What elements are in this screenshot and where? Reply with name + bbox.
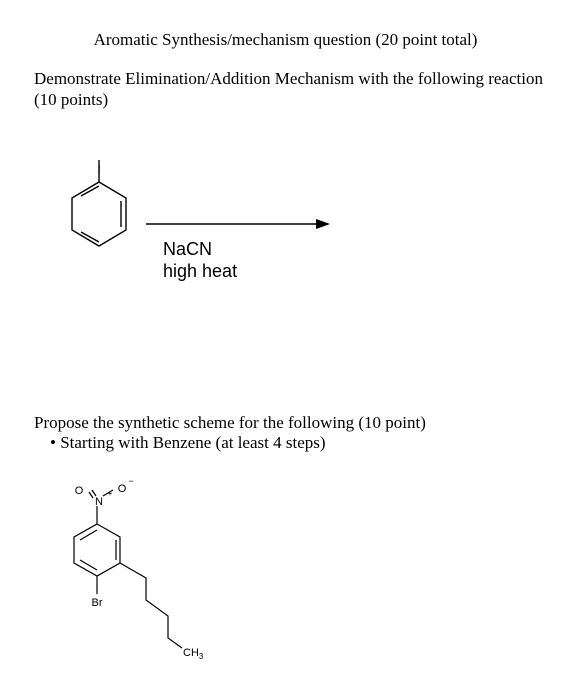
reaction-conditions <box>163 238 237 282</box>
nitro-nitrogen: N <box>95 496 103 508</box>
question-2: Propose the synthetic scheme for the following (10 point) <box>34 413 426 432</box>
bullet-text: Starting with Benzene (at least 4 steps) <box>60 433 326 452</box>
methyl-ch: CH <box>183 647 199 659</box>
reagent-label: NaCN <box>163 239 213 259</box>
nitro-minus-charge: − <box>128 476 134 486</box>
bullet-symbol: • <box>50 433 56 452</box>
bromine-label: Br <box>91 597 103 609</box>
page-title: Aromatic Synthesis/mechanism question (20 point total) <box>93 30 478 49</box>
reaction-arrow <box>146 219 330 229</box>
target-structure <box>74 490 182 648</box>
question-1-text: Demonstrate Elimination/Addition Mechanism with the following reaction <box>34 69 543 88</box>
nitro-oxygen-left: O <box>74 485 84 497</box>
condition-label: high heat <box>163 261 238 281</box>
question-1-points: (10 points) <box>34 90 109 109</box>
methyl-subscript: 3 <box>198 652 204 661</box>
nitro-oxygen-right: O <box>117 483 127 495</box>
nitro-plus-charge: + <box>107 489 113 498</box>
bullet-item <box>50 433 326 453</box>
iodine-label: I <box>97 162 101 177</box>
methyl-label <box>183 647 204 661</box>
